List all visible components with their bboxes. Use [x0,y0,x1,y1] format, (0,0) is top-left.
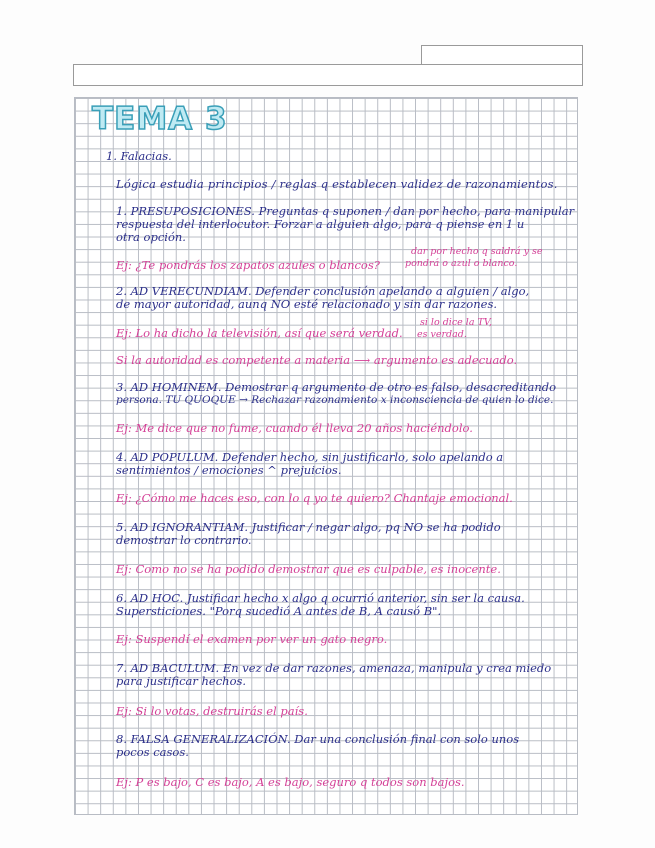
section-1-line-3: otra opción. [116,230,186,244]
section-8-example: Ej: P es bajo, C es bajo, A es bajo, seguro q todos son bajos. [116,775,465,789]
section-4-line-2: sentimientos / emociones ^ prejuicios. [116,463,342,477]
section-6-line-1: 6. AD HOC. Justificar hecho x algo q ocurrió anterior, sin ser la causa. [116,591,525,605]
section-5-line-1: 5. AD IGNORANTIAM. Justificar / negar algo, pq NO se ha podido [116,520,501,534]
section-3-line-2: persona. TU QUOQUE → Rechazar razonamiento x inconsciencia de quien lo dice. [116,394,554,406]
section-4-line-1: 4. AD POPULUM. Defender hecho, sin justificarlo, solo apelando a [116,450,504,464]
section-2-example: Ej: Lo ha dicho la televisión, así que será verdad. [116,326,403,340]
section-1-example: Ej: ¿Te pondrás los zapatos azules o blancos? [116,258,380,272]
section-7-example: Ej: Si lo votas, destruirás el país. [116,704,308,718]
section-2-note-2: es verdad. [417,329,467,340]
section-2-note-1: si lo dice la TV, [420,317,493,328]
section-2-extra: Si la autoridad es competente a materia ⟶ argumento es adecuado. [116,353,518,367]
section-7-line-2: para justificar hechos. [116,674,247,688]
notebook-page [74,97,578,815]
section-1-note-1: dar por hecho q saldrá y se [411,246,543,257]
section-1-line-1: 1. PRESUPOSICIONES. Preguntas q suponen / dan por hecho, para manipular [116,204,575,218]
topic-heading: 1. Falacias. [106,149,172,163]
section-3-line-1: 3. AD HOMINEM. Demostrar q argumento de otro es falso, desacreditando [116,380,557,394]
intro-text: Lógica estudia principios / reglas q establecen validez de razonamientos. [116,177,558,191]
section-6-line-2: Supersticiones. "Porq sucedió A antes de B, A causó B". [116,604,442,618]
section-4-example: Ej: ¿Cómo me haces eso, con lo q yo te quiero? Chantaje emocional. [116,491,513,505]
section-6-example: Ej: Suspendí el examen por ver un gato negro. [116,632,388,646]
section-3-example: Ej: Me dice que no fume, cuando él lleva 20 años haciéndolo. [116,421,473,435]
section-2-line-1: 2. AD VERECUNDIAM. Defender conclusión apelando a alguien / algo, [116,284,530,298]
section-1-line-2: respuesta del interlocutor. Forzar a alguien algo, para q piense en 1 u [116,217,525,231]
section-8-line-2: pocos casos. [116,745,189,759]
section-7-line-1: 7. AD BACULUM. En vez de dar razones, amenaza, manipula y crea miedo [116,661,552,675]
page-title: TEMA 3 [92,101,228,137]
header-field-box [73,64,583,86]
section-5-line-2: demostrar lo contrario. [116,533,252,547]
section-5-example: Ej: Como no se ha podido demostrar que es culpable, es inocente. [116,562,501,576]
section-1-note-2: pondrá o azul o blanco. [405,258,518,269]
section-8-line-1: 8. FALSA GENERALIZACIÓN. Dar una conclusión final con solo unos [116,732,520,746]
section-2-line-2: de mayor autoridad, aunq NO esté relacionado y sin dar razones. [116,297,498,311]
